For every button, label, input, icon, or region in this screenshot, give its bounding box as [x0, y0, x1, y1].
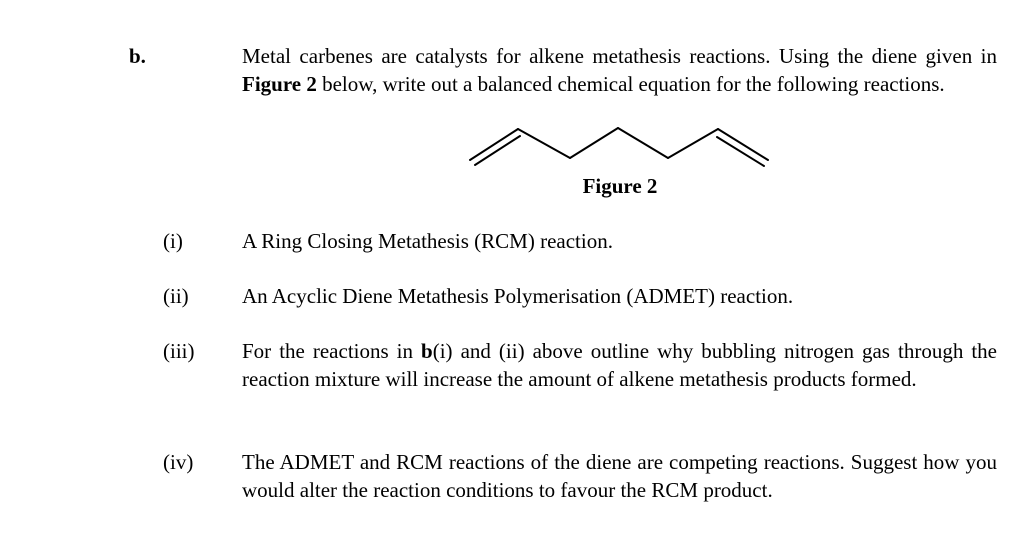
bond-left-double-a	[470, 129, 518, 160]
question-label-iv: (iv)	[163, 450, 194, 474]
question-text-ii: An Acyclic Diene Metathesis Polymerisation (ADMET) reaction.	[242, 284, 794, 308]
question-text-i: A Ring Closing Metathesis (RCM) reaction.	[242, 229, 613, 253]
bond-chain-1	[518, 129, 570, 158]
bond-left-double-b	[475, 136, 520, 165]
question-text-iv: The ADMET and RCM reactions of the diene are competing reactions. Suggest how you would alter the reaction conditions to favour the RCM product.	[242, 450, 997, 502]
diene-structure-figure	[468, 122, 772, 168]
figure-caption: Figure 2	[582, 174, 658, 198]
question-iii-text-1: For the reactions in	[242, 339, 422, 363]
intro-text-1: Metal carbenes are catalysts for alkene metathesis reactions. Using the diene given in	[242, 44, 997, 68]
bond-chain-4	[668, 129, 718, 158]
figure-reference: Figure 2	[242, 72, 317, 96]
bond-chain-2	[570, 128, 618, 158]
bond-right-double-b	[717, 137, 764, 166]
question-label-i: (i)	[163, 229, 183, 253]
intro-text-2: below, write out a balanced chemical equation for the following reactions.	[316, 72, 945, 96]
question-iii-bold-ref: b	[421, 339, 433, 363]
bond-right-double-a	[718, 129, 768, 160]
question-label-ii: (ii)	[163, 284, 189, 308]
question-label-iii: (iii)	[163, 339, 195, 363]
question-iii-text-2: (i) and (ii) above outline why bubbling nitrogen gas through the reaction mixture will increase the amount of alkene metathesis products formed.	[242, 339, 997, 391]
part-label: b.	[129, 44, 146, 68]
intro-paragraph	[242, 42, 997, 98]
bond-chain-3	[618, 128, 668, 158]
question-text-iii	[242, 337, 997, 393]
